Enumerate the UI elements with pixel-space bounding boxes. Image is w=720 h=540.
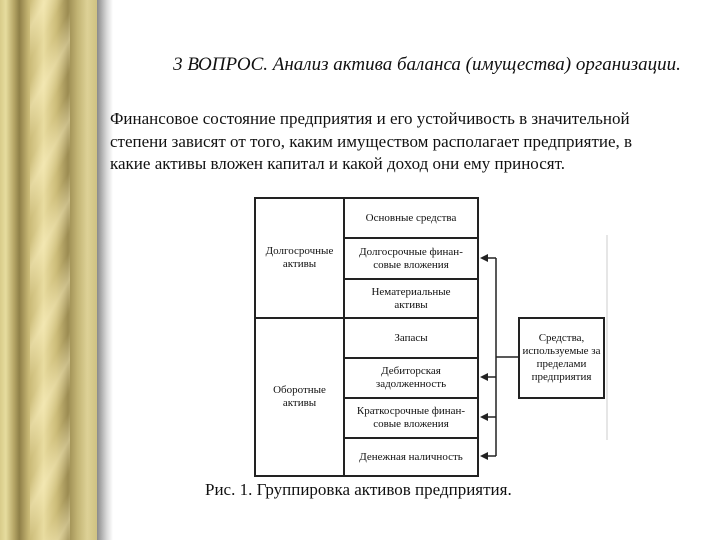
item-fixed-assets: Основные средства <box>343 197 479 239</box>
paragraph-line: какие активы вложен капитал и какой доход они ему приносят. <box>110 154 565 173</box>
item-long-term-investments: Долгосрочные финан-совые вложения <box>343 237 479 280</box>
item-short-term-investments: Краткосрочные финан-совые вложения <box>343 397 479 439</box>
paragraph-line: Финансовое состояние предприятия и его устойчивость в значительной <box>110 109 630 128</box>
arrow-head <box>480 254 488 262</box>
arrow-head <box>480 373 488 381</box>
item-receivables: Дебиторская задолженность <box>343 357 479 399</box>
arrow-head <box>480 413 488 421</box>
figure-caption: Рис. 1. Группировка активов предприятия. <box>205 480 512 499</box>
item-inventory: Запасы <box>343 317 479 359</box>
item-intangible-assets: Нематериальные активы <box>343 278 479 319</box>
paragraph-line: степени зависят от того, каким имуществом располагает предприятие, в <box>110 131 633 151</box>
arrow-head <box>480 452 488 460</box>
group-long-term: Долгосрочные активы <box>254 197 345 319</box>
slide-title: 3 ВОПРОС. Анализ актива баланса (имущества) организации. <box>173 54 681 75</box>
item-cash: Денежная наличность <box>343 437 479 477</box>
external-funds-box: Средства, используемые за пределами предприятия <box>518 317 605 399</box>
group-current: Оборотные активы <box>254 317 345 477</box>
